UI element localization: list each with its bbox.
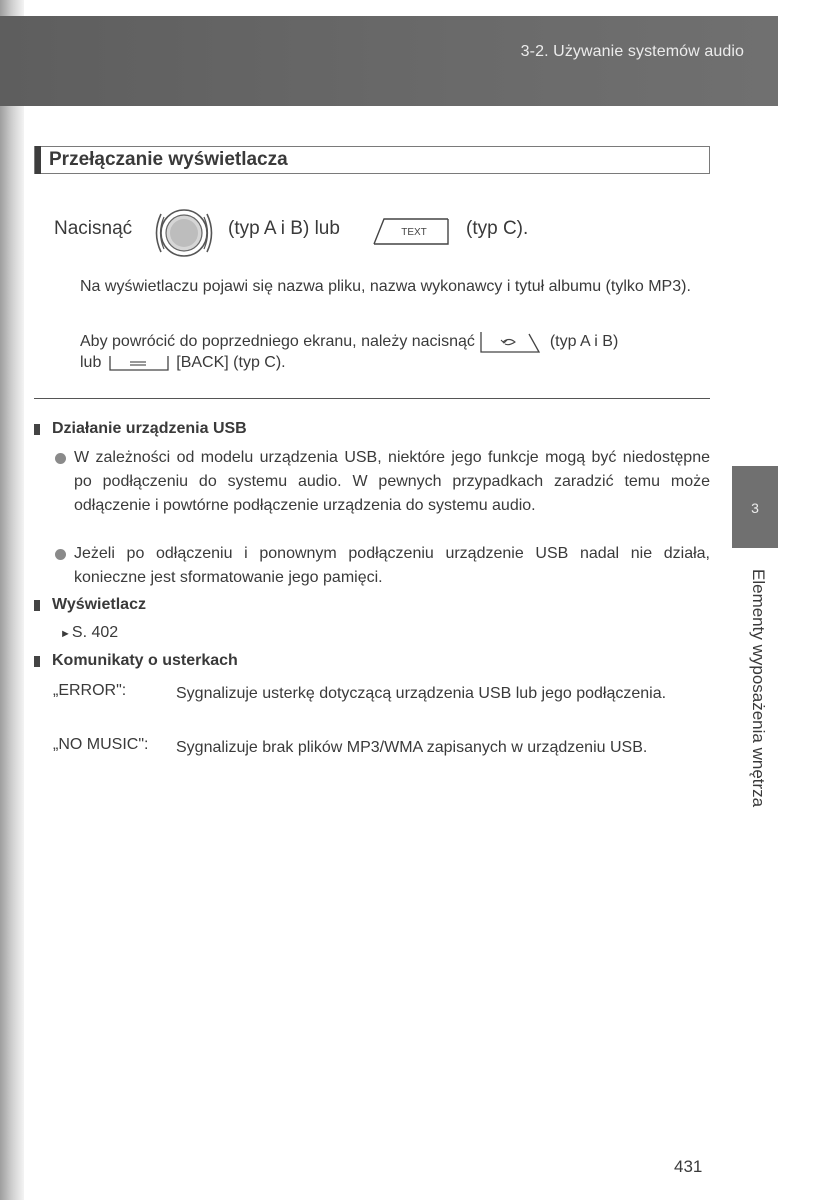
chapter-title: 3-2. Używanie systemów audio bbox=[520, 43, 744, 60]
display-heading-marker bbox=[34, 600, 40, 611]
error-code: „ERROR": bbox=[53, 682, 127, 699]
error-description: Sygnalizuje usterkę dotyczącą urządzenia USB lub jego podłączenia. bbox=[176, 685, 667, 702]
display-heading: Wyświetlacz bbox=[52, 596, 146, 613]
back-c-button-icon bbox=[106, 353, 172, 373]
back-instruction-text: Aby powrócić do poprzedniego ekranu, należy nacisnąć bbox=[80, 333, 475, 351]
usb-bullet-2: Jeżeli po odłączeniu i ponownym podłączeniu urządzenie USB nadal nie działa, konieczne jest sformatowanie jego pamięci. bbox=[74, 545, 710, 586]
usb-heading-marker bbox=[34, 424, 40, 435]
back-instruction-line1 bbox=[80, 330, 710, 354]
back-button-icon bbox=[479, 330, 545, 354]
press-suffix: (typ C). bbox=[466, 218, 529, 239]
section-divider bbox=[34, 398, 710, 399]
chapter-tab-number: 3 bbox=[751, 500, 759, 516]
press-middle: (typ A i B) lub bbox=[228, 218, 340, 239]
chapter-tab bbox=[732, 466, 778, 548]
back-instruction-line2 bbox=[80, 352, 710, 374]
knob-button-icon bbox=[149, 208, 219, 258]
press-prefix: Nacisnąć bbox=[54, 218, 133, 239]
page-number: 431 bbox=[674, 1157, 703, 1176]
usb-bullet-2-dot bbox=[55, 549, 66, 560]
page-edge-shadow bbox=[0, 0, 24, 1200]
display-info-paragraph: Na wyświetlaczu pojawi się nazwa pliku, nazwa wykonawcy i tytuł albumu (tylko MP3). bbox=[80, 278, 691, 295]
chapter-header bbox=[0, 16, 778, 106]
press-instruction bbox=[54, 208, 694, 260]
page-reference bbox=[60, 624, 118, 642]
page-reference-text: S. 402 bbox=[71, 624, 119, 641]
chapter-side-label: Elementy wyposażenia wnętrza bbox=[749, 569, 768, 808]
usb-heading: Działanie urządzenia USB bbox=[52, 420, 247, 437]
errors-heading-marker bbox=[34, 656, 40, 667]
nomusic-description: Sygnalizuje brak plików MP3/WMA zapisanych w urządzeniu USB. bbox=[176, 739, 648, 756]
usb-bullet-1-dot bbox=[55, 453, 66, 464]
text-button-label: TEXT bbox=[401, 227, 427, 238]
text-button-icon bbox=[368, 216, 450, 246]
nomusic-code: „NO MUSIC": bbox=[53, 736, 149, 753]
section-title-box bbox=[34, 146, 710, 174]
arrow-icon: ► bbox=[60, 628, 71, 640]
back-or: lub bbox=[80, 354, 102, 371]
usb-bullet-1: W zależności od modelu urządzenia USB, niektóre jego funkcje mogą być niedostępne po podłączeniu do systemu audio. W pewnych przypadkach zaradzić temu może odłączenie i powtórne podłączenie urządzenia do systemu audio. bbox=[74, 449, 710, 514]
errors-heading: Komunikaty o usterkach bbox=[52, 652, 238, 669]
back-type-ab: (typ A i B) bbox=[549, 333, 619, 351]
section-title: Przełączanie wyświetlacza bbox=[49, 149, 288, 170]
back-type-c: [BACK] (typ C). bbox=[176, 354, 286, 371]
section-accent-bar bbox=[35, 146, 41, 174]
